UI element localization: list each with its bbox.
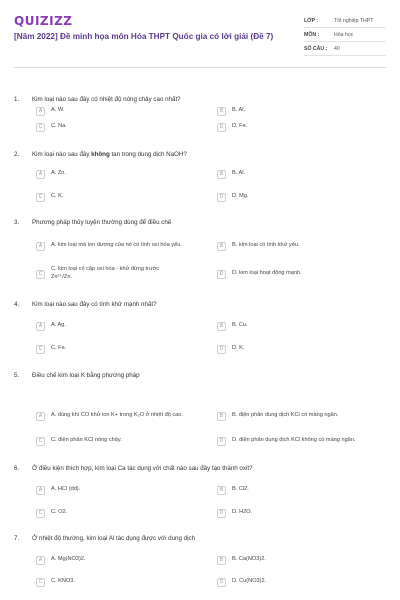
option-text: A. Zn. — [51, 170, 66, 177]
question-number: 4. — [14, 300, 20, 308]
meta-row-class — [304, 14, 386, 28]
option-letter: B — [217, 486, 226, 495]
option-text: A. W. — [51, 107, 65, 114]
option-text: A. dùng khí CO khử ion K+ trong K₂O ở nhiệt độ cao. — [51, 412, 183, 419]
option-text: D. K. — [232, 345, 245, 352]
option-letter: A — [36, 170, 45, 179]
option-letter: A — [36, 556, 45, 565]
option-d[interactable] — [217, 120, 387, 134]
meta-label: SỐ CÂU : — [304, 45, 328, 52]
question-text: Phương pháp thủy luyện thường dùng để điều chế — [32, 218, 172, 226]
option-d[interactable] — [217, 190, 387, 204]
option-letter: B — [217, 556, 226, 565]
option-b[interactable] — [217, 104, 387, 118]
option-c[interactable] — [36, 190, 206, 204]
option-letter: C — [36, 578, 45, 587]
option-letter: D — [217, 509, 226, 518]
option-text: C. kim loại có cặp oxi hóa - khử đứng trước Zn²⁺/Zn. — [51, 266, 160, 280]
question-text: Ở điều kiện thích hợp, kim loại Ca tác dụng với chất nào sau đây tạo thành oxit? — [32, 464, 253, 472]
option-c[interactable] — [36, 506, 206, 520]
option-letter: A — [36, 242, 45, 251]
option-c[interactable] — [36, 342, 206, 356]
option-letter: A — [36, 486, 45, 495]
option-letter: B — [217, 107, 226, 116]
option-c[interactable] — [36, 264, 206, 284]
option-text: C. O2. — [51, 509, 68, 516]
option-letter: C — [36, 437, 45, 446]
option-letter: A — [36, 412, 45, 421]
meta-row-subject — [304, 28, 386, 42]
option-letter: D — [217, 437, 226, 446]
option-d[interactable] — [217, 506, 387, 520]
meta-value: 40 — [334, 45, 340, 52]
option-text: A. kim loại mà ion dương của nó có tính oxi hóa yếu. — [51, 242, 182, 249]
question-6 — [14, 462, 386, 516]
option-text: C. điện phân KCl nóng chảy. — [51, 437, 122, 444]
meta-label: MÔN : — [304, 31, 320, 38]
question-text: Kim loại nào sau đây có nhiệt độ nóng chảy cao nhất? — [32, 95, 181, 103]
question-3 — [14, 216, 386, 280]
option-letter: C — [36, 123, 45, 132]
option-b[interactable] — [217, 319, 387, 333]
meta-value: Tốt nghiệp THPT — [334, 17, 374, 24]
option-text: D. điện phân dung dịch KCl không có màng ngăn. — [232, 437, 356, 444]
option-letter: D — [217, 123, 226, 132]
question-number: 6. — [14, 464, 20, 472]
option-letter: D — [217, 345, 226, 354]
question-7 — [14, 532, 386, 585]
option-c[interactable] — [36, 575, 206, 589]
question-number: 1. — [14, 95, 20, 103]
option-text: B. Ca(NO3)2. — [232, 556, 266, 563]
meta-table — [304, 14, 386, 56]
meta-value: Hóa học — [334, 31, 354, 38]
option-text: B. Al. — [232, 107, 246, 114]
emphasis-text: không — [91, 150, 110, 158]
option-text: B. Al. — [232, 170, 246, 177]
option-b[interactable] — [217, 236, 387, 256]
option-text: C. KNO3. — [51, 578, 75, 585]
option-b[interactable] — [217, 553, 387, 567]
option-d[interactable] — [217, 434, 393, 448]
option-d[interactable] — [217, 575, 387, 589]
question-2 — [14, 148, 386, 200]
option-letter: C — [36, 345, 45, 354]
option-a[interactable] — [36, 553, 206, 567]
question-number: 5. — [14, 371, 20, 379]
option-text: D. Mg. — [232, 193, 249, 200]
option-letter: C — [36, 193, 45, 202]
option-letter: C — [36, 509, 45, 518]
option-a[interactable] — [36, 319, 206, 333]
option-letter: D — [217, 578, 226, 587]
question-4 — [14, 298, 386, 352]
option-b[interactable] — [217, 167, 387, 181]
option-d[interactable] — [217, 342, 387, 356]
option-text: D. Fe. — [232, 123, 248, 130]
meta-row-count — [304, 42, 386, 56]
option-text: D. Cu(NO3)2. — [232, 578, 267, 585]
question-number: 3. — [14, 218, 20, 226]
document-header — [14, 14, 386, 60]
question-text: Kim loại nào sau đây không tan trong dung dịch NaOH? — [32, 150, 187, 158]
option-a[interactable] — [36, 406, 206, 426]
option-text: C. Fe. — [51, 345, 67, 352]
option-letter: B — [217, 412, 226, 421]
question-text: Kim loại nào sau đây có tính khử mạnh nhất? — [32, 300, 157, 308]
document-title: [Năm 2022] Đề minh họa môn Hóa THPT Quốc gia có lời giải (Đề 7) — [14, 32, 274, 41]
question-text: Ở nhiệt độ thường, kim loại Al tác dụng được với dung dịch — [32, 534, 196, 542]
option-text: D. H2O. — [232, 509, 253, 516]
option-c[interactable] — [36, 120, 206, 134]
option-a[interactable] — [36, 104, 206, 118]
option-text: A. HCl (dd). — [51, 486, 81, 493]
option-text: C. Na. — [51, 123, 67, 130]
option-letter: A — [36, 107, 45, 116]
option-b[interactable] — [217, 483, 387, 497]
option-d[interactable] — [217, 264, 387, 284]
option-a[interactable] — [36, 483, 206, 497]
option-text: A. Mg(NO3)2. — [51, 556, 86, 563]
option-a[interactable] — [36, 236, 206, 256]
option-c[interactable] — [36, 434, 206, 448]
question-5 — [14, 369, 386, 444]
option-letter: B — [217, 322, 226, 331]
option-letter: C — [36, 270, 45, 279]
option-text: B. kim loại có tính khử yếu. — [232, 242, 300, 249]
quizizz-logo: QUIZIZZ — [14, 14, 73, 28]
option-letter: D — [217, 193, 226, 202]
question-number: 7. — [14, 534, 20, 542]
question-1 — [14, 93, 386, 130]
option-text: C. K. — [51, 193, 64, 200]
header-divider — [14, 67, 386, 68]
option-letter: A — [36, 322, 45, 331]
option-text: A. Ag. — [51, 322, 66, 329]
meta-label: LỚP : — [304, 17, 319, 24]
question-number: 2. — [14, 150, 20, 158]
option-b[interactable] — [217, 406, 387, 426]
option-a[interactable] — [36, 167, 206, 181]
option-text: D. kim loại hoạt động mạnh. — [232, 270, 302, 277]
option-text: B. Cl2. — [232, 486, 249, 493]
option-letter: D — [217, 270, 226, 279]
option-letter: B — [217, 170, 226, 179]
option-text: B. điện phân dung dịch KCl có màng ngăn. — [232, 412, 339, 419]
option-text: B. Cu. — [232, 322, 248, 329]
option-letter: B — [217, 242, 226, 251]
question-text: Điều chế kim loại K bằng phương pháp — [32, 371, 140, 379]
